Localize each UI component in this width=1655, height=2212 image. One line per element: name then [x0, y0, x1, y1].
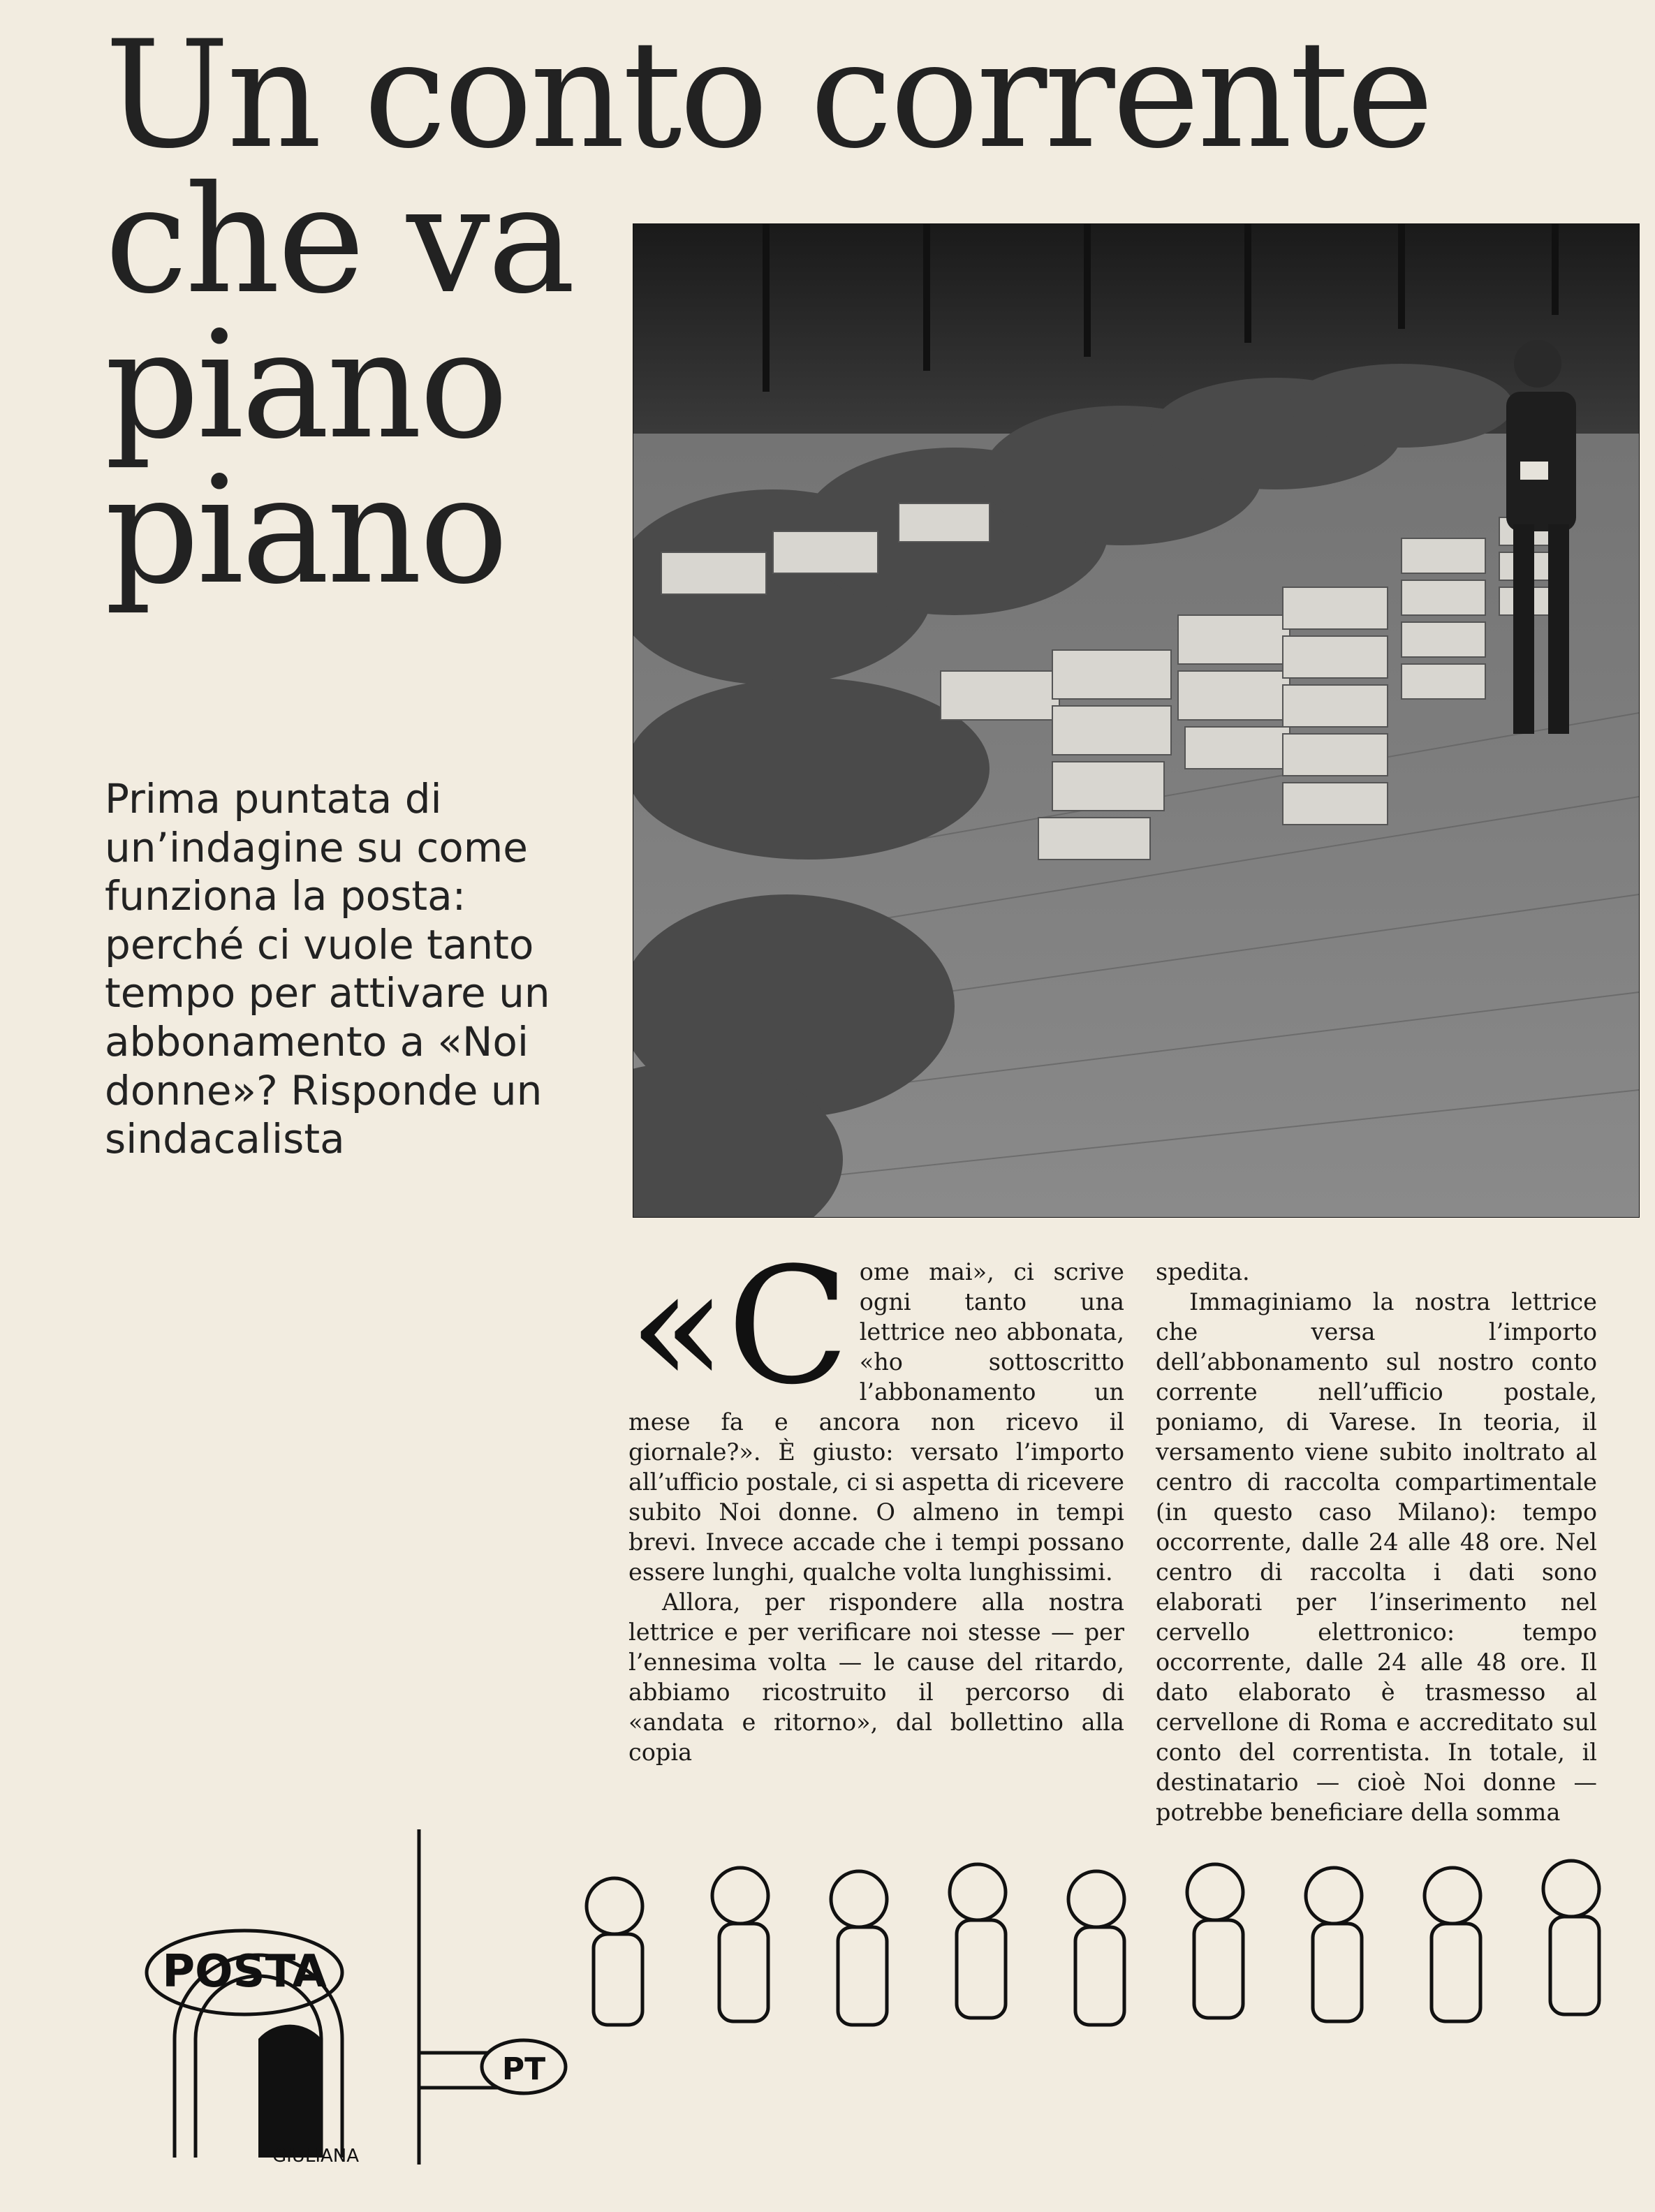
headline-line-2: che va [105, 154, 573, 326]
article-column-1 [628, 1234, 1124, 1767]
artist-signature: GIULIANA [272, 2146, 360, 2165]
article-paragraph: ome mai», ci scrive ogni tanto una lettrice neo abbonata, «ho sottoscritto l’abbonamento un mese fa e ancora non ricevo il giornale?». È giusto: versato l’importo all’ufficio postale, ci si aspetta di ricevere subito Noi donne. O almeno in tempi brevi. Invece accade che i tempi possano essere lunghi, qualche volta lunghissimi. [628, 1258, 1124, 1586]
article-paragraph: spedita. [1156, 1258, 1250, 1285]
article-paragraph: Immaginiamo la nostra lettrice che versa l’importo dell’abbonamento sul nostro conto corrente nell’ufficio postale, poniamo, di Varese. In teoria, il versamento viene subito inoltrato al centro di raccolta compartimentale (in questo caso Milano): tempo occorrente, dalle 24 alle 48 ore. Nel centro di raccolta i dati sono elaborati per l’inserimento nel cervello elettronico: tempo occorrente, dalle 24 alle 48 ore. Il dato elaborato è trasmesso al cervellone di Roma e accreditato sul conto del correntista. In totale, il destinatario — cioè Noi donne — potrebbe beneficiare della somma [1156, 1288, 1597, 1826]
headline-line-1: Un conto corrente [105, 8, 1432, 181]
headline-line-3: piano [105, 299, 506, 471]
article-paragraph: Allora, per rispondere alla nostra lettrice e per verificare noi stesse — per l’ennesima volta — le cause del ritardo, abbiamo ricostruito il percorso di «andata e ritorno», dal bollettino alla copia [628, 1588, 1124, 1766]
headline-line-4: piano [105, 444, 506, 617]
photo-mail-sacks-illustration [633, 224, 1639, 1217]
article-column-2 [1156, 1257, 1597, 1827]
drop-cap: «C [628, 1234, 850, 1420]
pt-plate-text: PT [501, 2051, 546, 2087]
news-photo [633, 223, 1640, 1218]
cartoon-illustration [140, 1829, 1641, 2165]
post-sign-text: POSTA [162, 1946, 327, 1998]
deck-subtitle: Prima puntata di un’indagine su come funziona la posta: perché ci vuole tanto tempo per attivare un abbonamento a «Noi donne»? Risponde un sindacalista [105, 775, 550, 1163]
